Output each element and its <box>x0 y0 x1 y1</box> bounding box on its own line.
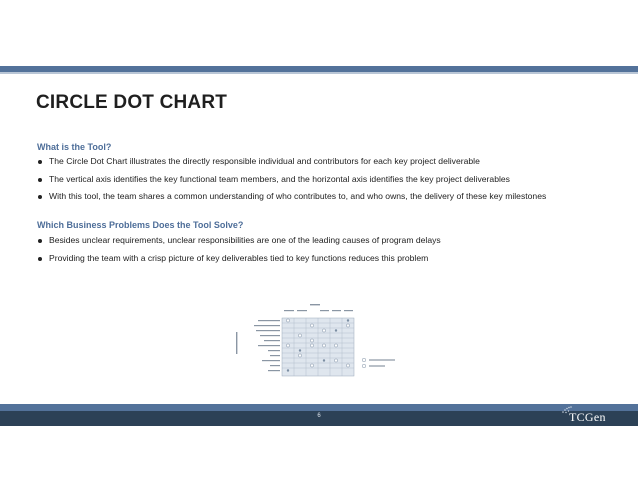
circle-dot-chart-thumbnail <box>230 300 410 380</box>
page-title: CIRCLE DOT CHART <box>36 92 228 113</box>
page-number: 6 <box>317 413 321 419</box>
section-heading-what: What is the Tool? <box>37 142 112 152</box>
circle-dot-chart-graphic <box>230 300 410 380</box>
list-item: The vertical axis identifies the key functional team members, and the horizontal axis identifies the key project deliverables <box>37 171 546 189</box>
header-rule-light <box>0 72 638 74</box>
list-item: Besides unclear requirements, unclear responsibilities are one of the leading causes of program delays <box>37 232 441 250</box>
brand-logo: TCGen <box>569 410 606 424</box>
list-item: The Circle Dot Chart illustrates the directly responsible individual and contributors for each key project deliverable <box>37 153 546 171</box>
footer-rule <box>0 404 638 411</box>
section-heading-problems: Which Business Problems Does the Tool Solve? <box>37 220 244 230</box>
list-item: Providing the team with a crisp picture of key deliverables tied to key functions reduces this problem <box>37 250 441 268</box>
list-item: With this tool, the team shares a common understanding of who contributes to, and who owns, the delivery of these key milestones <box>37 188 546 206</box>
bullet-list-what <box>37 153 546 206</box>
bullet-list-problems <box>37 232 441 267</box>
